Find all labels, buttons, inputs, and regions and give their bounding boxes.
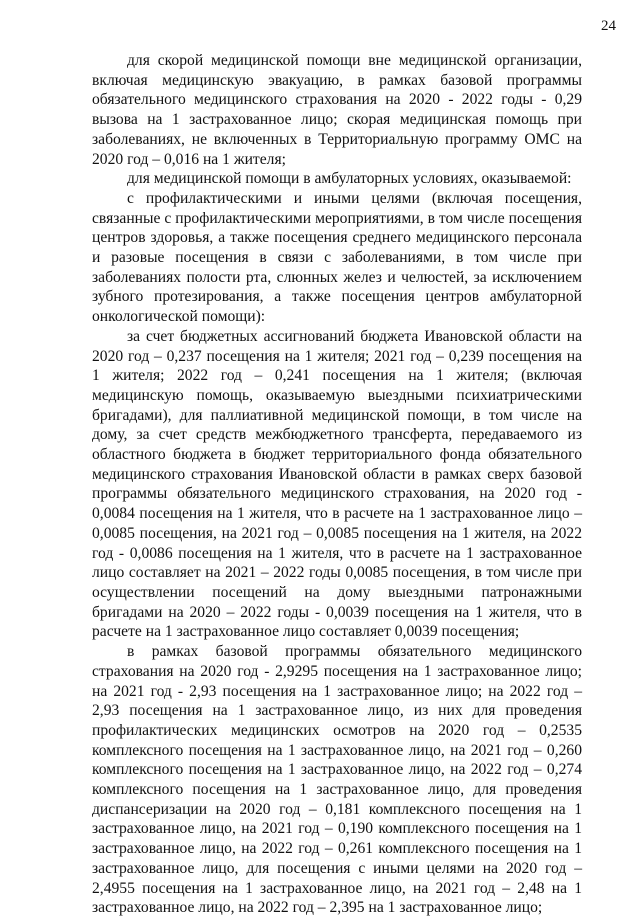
paragraph-preventive-purposes: с профилактическими и иными целями (включая посещения, связанные с профилактическими мероприятиями, в том числе посещения центров здоровья, а также посещения среднего медицинского персонала и разовые посещения в связи с заболеваниями, в том числе при заболеваниях полости рта, слюнных желез и челюстей, за исключением зубного протезирования, а также посещения центров амбулаторной онкологической помощи): bbox=[92, 189, 582, 326]
paragraph-ambulance: для скорой медицинской помощи вне медицинской организации, включая медицинскую эвакуацию, в рамках базовой программы обязательного медицинского страхования на 2020 - 2022 годы - 0,29 вызова на 1 застрахованное лицо; скорая медицинская помощь при заболеваниях, не включенных в Территориальную программу ОМС на 2020 год – 0,016 на 1 жителя; bbox=[92, 52, 582, 168]
page-number: 24 bbox=[601, 18, 616, 34]
paragraph-budget-allocations: за счет бюджетных ассигнований бюджета Ивановской области на 2020 год – 0,237 посещения на 1 жителя; 2021 год – 0,239 посещения на 1 жителя; 2022 год – 0,241 посещения на 1 жителя; (включая медицинскую помощь, оказываемую выездными психиатрическими бригадами), для паллиативной медицинской помощи, в том числе на дому, за счет средств межбюджетного трансферта, передаваемого из областного бюджета в бюджет территориального фонда обязательного медицинского страхования Ивановской области в рамках сверх базовой программы обязательного медицинского страхования, на 2020 год - 0,0084 посещения на 1 жителя, что в расчете на 1 застрахованное лицо – 0,0085 посещения, на 2021 год – 0,0085 посещения на 1 жителя, на 2022 год - 0,0086 посещения на 1 жителя, что в расчете на 1 застрахованное лицо составляет на 2021 – 2022 годы 0,0085 посещения, в том числе при осуществлении посещений на дому выездными патронажными бригадами на 2020 – 2022 годы - 0,0039 посещения на 1 жителя, что в расчете на 1 застрахованное лицо составляет 0,0039 посещения; bbox=[92, 327, 582, 641]
document-body bbox=[92, 51, 582, 918]
paragraph-outpatient-intro: для медицинской помощи в амбулаторных условиях, оказываемой: bbox=[127, 170, 572, 188]
paragraph-basic-program: в рамках базовой программы обязательного медицинского страхования на 2020 год - 2,9295 посещения на 1 застрахованное лицо; на 2021 год - 2,93 посещения на 1 застрахованное лицо; на 2022 год – 2,93 посещения на 1 застрахованное лицо, из них для проведения профилактических медицинских осмотров на 2020 год – 0,2535 комплексного посещения на 1 застрахованное лицо, на 2021 год – 0,260 комплексного посещения на 1 застрахованное лицо, на 2022 год – 0,274 комплексного посещения на 1 застрахованное лицо, для проведения диспансеризации на 2020 год – 0,181 комплексного посещения на 1 застрахованное лицо, на 2021 год – 0,190 комплексного посещения на 1 застрахованное лицо, на 2022 год – 0,261 комплексного посещения на 1 застрахованное лицо, для посещения с иными целями на 2020 год – 2,4955 посещения на 1 застрахованное лицо, на 2021 год – 2,48 на 1 застрахованное лицо, на 2022 год – 2,395 на 1 застрахованное лицо; bbox=[92, 643, 582, 917]
